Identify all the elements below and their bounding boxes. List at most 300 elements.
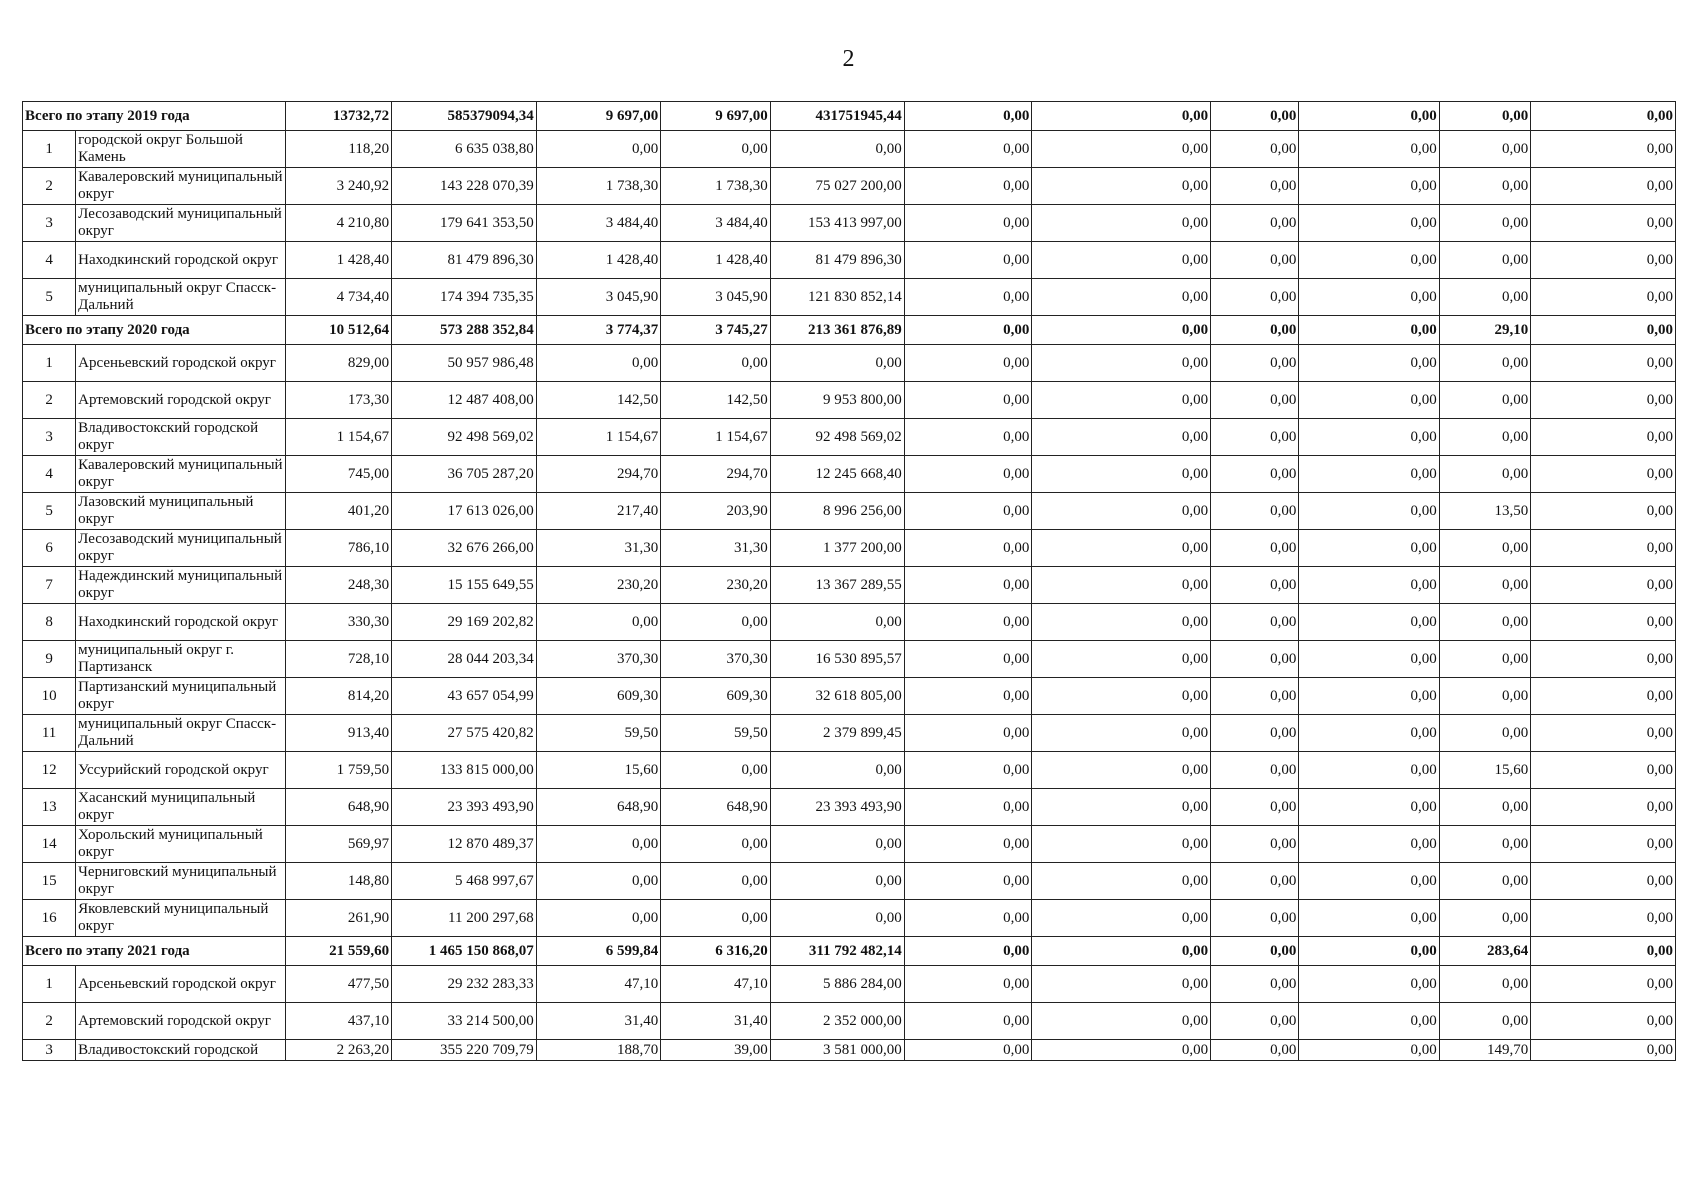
cell-value: 0,00: [904, 966, 1032, 1003]
cell-value: 0,00: [904, 382, 1032, 419]
cell-value: 149,70: [1439, 1040, 1530, 1061]
table-row: [23, 604, 1676, 641]
row-number: 13: [23, 789, 76, 826]
cell-value: 0,00: [1032, 567, 1211, 604]
cell-value: 0,00: [904, 456, 1032, 493]
stage-total-value: 3 745,27: [661, 316, 771, 345]
cell-value: 0,00: [1032, 752, 1211, 789]
cell-value: 0,00: [1211, 1040, 1299, 1061]
cell-value: 143 228 070,39: [392, 168, 537, 205]
cell-value: 0,00: [1531, 1003, 1676, 1040]
cell-value: 0,00: [1032, 456, 1211, 493]
cell-value: 0,00: [1531, 382, 1676, 419]
stage-total-value: 213 361 876,89: [770, 316, 904, 345]
cell-value: 0,00: [904, 863, 1032, 900]
cell-value: 0,00: [1531, 641, 1676, 678]
stage-total-value: 3 774,37: [536, 316, 660, 345]
municipality-name: Лесозаводский муниципальный округ: [76, 530, 286, 567]
cell-value: 648,90: [536, 789, 660, 826]
cell-value: 0,00: [1439, 567, 1530, 604]
stage-total-value: 585379094,34: [392, 102, 537, 131]
stage-total-value: 0,00: [1211, 102, 1299, 131]
cell-value: 2 352 000,00: [770, 1003, 904, 1040]
cell-value: 0,00: [1211, 205, 1299, 242]
table-row: [23, 567, 1676, 604]
cell-value: 401,20: [285, 493, 391, 530]
cell-value: 12 487 408,00: [392, 382, 537, 419]
cell-value: 0,00: [1032, 789, 1211, 826]
cell-value: 0,00: [1032, 678, 1211, 715]
cell-value: 75 027 200,00: [770, 168, 904, 205]
cell-value: 745,00: [285, 456, 391, 493]
cell-value: 0,00: [1032, 345, 1211, 382]
cell-value: 0,00: [904, 641, 1032, 678]
cell-value: 0,00: [1211, 419, 1299, 456]
cell-value: 0,00: [1211, 604, 1299, 641]
municipality-name: Артемовский городской округ: [76, 382, 286, 419]
cell-value: 0,00: [1299, 641, 1439, 678]
cell-value: 142,50: [661, 382, 771, 419]
cell-value: 0,00: [1439, 131, 1530, 168]
stage-total-value: 6 316,20: [661, 937, 771, 966]
cell-value: 0,00: [1032, 242, 1211, 279]
table-row: [23, 382, 1676, 419]
cell-value: 153 413 997,00: [770, 205, 904, 242]
cell-value: 609,30: [536, 678, 660, 715]
stage-total-value: 0,00: [1531, 102, 1676, 131]
cell-value: 0,00: [904, 242, 1032, 279]
stage-total-value: 0,00: [1299, 316, 1439, 345]
cell-value: 0,00: [904, 826, 1032, 863]
cell-value: 0,00: [1211, 279, 1299, 316]
cell-value: 0,00: [1439, 900, 1530, 937]
cell-value: 0,00: [1299, 789, 1439, 826]
cell-value: 0,00: [1531, 456, 1676, 493]
cell-value: 3 484,40: [536, 205, 660, 242]
cell-value: 0,00: [1032, 382, 1211, 419]
cell-value: 31,30: [661, 530, 771, 567]
cell-value: 330,30: [285, 604, 391, 641]
row-number: 14: [23, 826, 76, 863]
cell-value: 31,40: [536, 1003, 660, 1040]
cell-value: 294,70: [536, 456, 660, 493]
cell-value: 28 044 203,34: [392, 641, 537, 678]
cell-value: 0,00: [1531, 567, 1676, 604]
cell-value: 0,00: [1439, 826, 1530, 863]
cell-value: 36 705 287,20: [392, 456, 537, 493]
cell-value: 0,00: [1299, 456, 1439, 493]
row-number: 6: [23, 530, 76, 567]
table-row: [23, 641, 1676, 678]
row-number: 3: [23, 205, 76, 242]
cell-value: 230,20: [536, 567, 660, 604]
cell-value: 0,00: [1299, 382, 1439, 419]
cell-value: 0,00: [1211, 567, 1299, 604]
stage-total-value: 13732,72: [285, 102, 391, 131]
cell-value: 0,00: [1211, 168, 1299, 205]
cell-value: 43 657 054,99: [392, 678, 537, 715]
row-number: 2: [23, 382, 76, 419]
cell-value: 13,50: [1439, 493, 1530, 530]
cell-value: 0,00: [1531, 279, 1676, 316]
cell-value: 0,00: [904, 168, 1032, 205]
cell-value: 0,00: [1439, 242, 1530, 279]
municipality-name: Кавалеровский муниципальный округ: [76, 456, 286, 493]
cell-value: 0,00: [1299, 752, 1439, 789]
cell-value: 16 530 895,57: [770, 641, 904, 678]
cell-value: 370,30: [661, 641, 771, 678]
cell-value: 0,00: [1211, 456, 1299, 493]
cell-value: 188,70: [536, 1040, 660, 1061]
cell-value: 0,00: [1439, 789, 1530, 826]
cell-value: 2 379 899,45: [770, 715, 904, 752]
cell-value: 0,00: [1211, 530, 1299, 567]
municipality-name: Находкинский городской округ: [76, 242, 286, 279]
cell-value: 0,00: [1439, 1003, 1530, 1040]
cell-value: 59,50: [536, 715, 660, 752]
cell-value: 0,00: [1531, 345, 1676, 382]
cell-value: 0,00: [1032, 419, 1211, 456]
stage-total-value: 0,00: [904, 937, 1032, 966]
row-number: 2: [23, 168, 76, 205]
cell-value: 0,00: [1299, 826, 1439, 863]
cell-value: 0,00: [904, 419, 1032, 456]
cell-value: 1 154,67: [661, 419, 771, 456]
cell-value: 0,00: [1032, 1040, 1211, 1061]
cell-value: 11 200 297,68: [392, 900, 537, 937]
cell-value: 0,00: [1211, 641, 1299, 678]
stage-total-label: Всего по этапу 2020 года: [23, 316, 286, 345]
cell-value: 0,00: [1211, 900, 1299, 937]
cell-value: 0,00: [904, 1040, 1032, 1061]
cell-value: 0,00: [1531, 826, 1676, 863]
cell-value: 0,00: [1531, 419, 1676, 456]
cell-value: 0,00: [770, 131, 904, 168]
cell-value: 23 393 493,90: [392, 789, 537, 826]
cell-value: 0,00: [1531, 205, 1676, 242]
cell-value: 0,00: [1531, 530, 1676, 567]
cell-value: 32 618 805,00: [770, 678, 904, 715]
cell-value: 0,00: [1299, 1003, 1439, 1040]
cell-value: 0,00: [770, 826, 904, 863]
cell-value: 477,50: [285, 966, 391, 1003]
cell-value: 0,00: [770, 752, 904, 789]
cell-value: 0,00: [1211, 752, 1299, 789]
stage-total-value: 0,00: [1299, 937, 1439, 966]
cell-value: 1 154,67: [285, 419, 391, 456]
stage-total-value: 0,00: [1032, 102, 1211, 131]
table-row: [23, 826, 1676, 863]
municipality-name: Артемовский городской округ: [76, 1003, 286, 1040]
cell-value: 0,00: [904, 678, 1032, 715]
cell-value: 0,00: [1211, 678, 1299, 715]
cell-value: 1 154,67: [536, 419, 660, 456]
cell-value: 0,00: [661, 826, 771, 863]
stage-total-row: [23, 102, 1676, 131]
cell-value: 0,00: [1299, 1040, 1439, 1061]
stage-total-value: 311 792 482,14: [770, 937, 904, 966]
cell-value: 0,00: [1531, 493, 1676, 530]
cell-value: 0,00: [1032, 279, 1211, 316]
cell-value: 0,00: [1439, 168, 1530, 205]
cell-value: 0,00: [1531, 752, 1676, 789]
table-row: [23, 419, 1676, 456]
cell-value: 248,30: [285, 567, 391, 604]
cell-value: 0,00: [1439, 279, 1530, 316]
cell-value: 133 815 000,00: [392, 752, 537, 789]
stage-total-value: 0,00: [1299, 102, 1439, 131]
cell-value: 0,00: [1032, 530, 1211, 567]
cell-value: 0,00: [1439, 678, 1530, 715]
cell-value: 3 581 000,00: [770, 1040, 904, 1061]
row-number: 12: [23, 752, 76, 789]
cell-value: 29 232 283,33: [392, 966, 537, 1003]
cell-value: 0,00: [1439, 966, 1530, 1003]
stage-total-value: 0,00: [1032, 316, 1211, 345]
stage-total-value: 1 465 150 868,07: [392, 937, 537, 966]
cell-value: 0,00: [1211, 863, 1299, 900]
row-number: 5: [23, 493, 76, 530]
municipality-name: Владивостокский городской округ: [76, 419, 286, 456]
stage-total-value: 0,00: [904, 316, 1032, 345]
municipality-name: муниципальный округ Спасск-Дальний: [76, 279, 286, 316]
cell-value: 261,90: [285, 900, 391, 937]
municipality-name: Лесозаводский муниципальный округ: [76, 205, 286, 242]
table-row: [23, 966, 1676, 1003]
cell-value: 0,00: [770, 863, 904, 900]
row-number: 3: [23, 419, 76, 456]
cell-value: 0,00: [770, 604, 904, 641]
cell-value: 15 155 649,55: [392, 567, 537, 604]
cell-value: 370,30: [536, 641, 660, 678]
table-row: [23, 863, 1676, 900]
stage-total-value: 21 559,60: [285, 937, 391, 966]
cell-value: 0,00: [1211, 966, 1299, 1003]
cell-value: 0,00: [661, 900, 771, 937]
municipality-name: Надеждинский муниципальный округ: [76, 567, 286, 604]
cell-value: 0,00: [1211, 715, 1299, 752]
cell-value: 648,90: [285, 789, 391, 826]
cell-value: 121 830 852,14: [770, 279, 904, 316]
table-row: [23, 1003, 1676, 1040]
stage-total-value: 0,00: [904, 102, 1032, 131]
row-number: 2: [23, 1003, 76, 1040]
cell-value: 1 428,40: [536, 242, 660, 279]
cell-value: 142,50: [536, 382, 660, 419]
cell-value: 47,10: [536, 966, 660, 1003]
cell-value: 0,00: [1299, 863, 1439, 900]
cell-value: 0,00: [1211, 1003, 1299, 1040]
cell-value: 648,90: [661, 789, 771, 826]
cell-value: 0,00: [536, 863, 660, 900]
cell-value: 0,00: [904, 131, 1032, 168]
cell-value: 0,00: [1439, 456, 1530, 493]
table-row: [23, 279, 1676, 316]
cell-value: 0,00: [661, 863, 771, 900]
cell-value: 1 738,30: [661, 168, 771, 205]
row-number: 7: [23, 567, 76, 604]
cell-value: 148,80: [285, 863, 391, 900]
table-row: [23, 789, 1676, 826]
cell-value: 0,00: [536, 345, 660, 382]
cell-value: 0,00: [1439, 345, 1530, 382]
cell-value: 27 575 420,82: [392, 715, 537, 752]
cell-value: 0,00: [1439, 641, 1530, 678]
cell-value: 1 738,30: [536, 168, 660, 205]
cell-value: 0,00: [1439, 604, 1530, 641]
cell-value: 3 484,40: [661, 205, 771, 242]
cell-value: 0,00: [1211, 826, 1299, 863]
cell-value: 17 613 026,00: [392, 493, 537, 530]
row-number: 4: [23, 242, 76, 279]
table-row: [23, 131, 1676, 168]
stage-total-value: 0,00: [1531, 316, 1676, 345]
cell-value: 0,00: [1211, 131, 1299, 168]
municipality-name: Арсеньевский городской округ: [76, 966, 286, 1003]
cell-value: 0,00: [1439, 205, 1530, 242]
cell-value: 217,40: [536, 493, 660, 530]
table-row: [23, 678, 1676, 715]
cell-value: 0,00: [904, 279, 1032, 316]
cell-value: 0,00: [1299, 678, 1439, 715]
stage-total-value: 0,00: [1211, 937, 1299, 966]
cell-value: 0,00: [1439, 715, 1530, 752]
cell-value: 0,00: [661, 131, 771, 168]
table-row: [23, 205, 1676, 242]
cell-value: 0,00: [1211, 493, 1299, 530]
cell-value: 0,00: [1439, 382, 1530, 419]
municipality-name: Владивостокский городской: [76, 1040, 286, 1061]
municipality-name: Арсеньевский городской округ: [76, 345, 286, 382]
stage-total-value: 283,64: [1439, 937, 1530, 966]
row-number: 11: [23, 715, 76, 752]
cell-value: 203,90: [661, 493, 771, 530]
cell-value: 437,10: [285, 1003, 391, 1040]
cell-value: 0,00: [1531, 715, 1676, 752]
table-row: [23, 168, 1676, 205]
cell-value: 0,00: [1299, 530, 1439, 567]
municipality-name: муниципальный округ г. Партизанск: [76, 641, 286, 678]
cell-value: 6 635 038,80: [392, 131, 537, 168]
cell-value: 81 479 896,30: [392, 242, 537, 279]
cell-value: 15,60: [536, 752, 660, 789]
municipality-name: Яковлевский муниципальный округ: [76, 900, 286, 937]
cell-value: 12 870 489,37: [392, 826, 537, 863]
cell-value: 0,00: [1211, 242, 1299, 279]
stage-total-value: 9 697,00: [661, 102, 771, 131]
row-number: 5: [23, 279, 76, 316]
cell-value: 0,00: [1032, 604, 1211, 641]
stage-total-value: 6 599,84: [536, 937, 660, 966]
cell-value: 0,00: [536, 604, 660, 641]
cell-value: 814,20: [285, 678, 391, 715]
cell-value: 0,00: [536, 131, 660, 168]
cell-value: 0,00: [1032, 863, 1211, 900]
data-table: [22, 101, 1676, 1061]
stage-total-value: 431751945,44: [770, 102, 904, 131]
cell-value: 609,30: [661, 678, 771, 715]
cell-value: 4 210,80: [285, 205, 391, 242]
cell-value: 12 245 668,40: [770, 456, 904, 493]
table-row: [23, 900, 1676, 937]
row-number: 8: [23, 604, 76, 641]
cell-value: 0,00: [1032, 131, 1211, 168]
cell-value: 0,00: [661, 604, 771, 641]
page-number: 2: [842, 46, 855, 72]
table-body: [23, 102, 1676, 1061]
cell-value: 9 953 800,00: [770, 382, 904, 419]
stage-total-value: 573 288 352,84: [392, 316, 537, 345]
cell-value: 0,00: [1531, 1040, 1676, 1061]
municipality-name: муниципальный округ Спасск-Дальний: [76, 715, 286, 752]
cell-value: 0,00: [904, 752, 1032, 789]
cell-value: 0,00: [1032, 1003, 1211, 1040]
cell-value: 0,00: [904, 789, 1032, 826]
table-row: [23, 530, 1676, 567]
row-number: 10: [23, 678, 76, 715]
cell-value: 92 498 569,02: [392, 419, 537, 456]
cell-value: 5 886 284,00: [770, 966, 904, 1003]
cell-value: 1 377 200,00: [770, 530, 904, 567]
cell-value: 728,10: [285, 641, 391, 678]
cell-value: 0,00: [1299, 567, 1439, 604]
table-row: [23, 715, 1676, 752]
cell-value: 0,00: [1531, 863, 1676, 900]
cell-value: 1 428,40: [285, 242, 391, 279]
cell-value: 0,00: [904, 1003, 1032, 1040]
cell-value: 15,60: [1439, 752, 1530, 789]
cell-value: 32 676 266,00: [392, 530, 537, 567]
cell-value: 0,00: [1531, 789, 1676, 826]
cell-value: 0,00: [1531, 131, 1676, 168]
cell-value: 1 428,40: [661, 242, 771, 279]
cell-value: 0,00: [1439, 419, 1530, 456]
cell-value: 4 734,40: [285, 279, 391, 316]
cell-value: 355 220 709,79: [392, 1040, 537, 1061]
cell-value: 0,00: [1032, 641, 1211, 678]
cell-value: 0,00: [1439, 863, 1530, 900]
table-row: [23, 1040, 1676, 1061]
municipality-name: городской округ Большой Камень: [76, 131, 286, 168]
cell-value: 0,00: [770, 900, 904, 937]
table-row: [23, 456, 1676, 493]
cell-value: 29 169 202,82: [392, 604, 537, 641]
cell-value: 0,00: [904, 205, 1032, 242]
cell-value: 0,00: [661, 752, 771, 789]
cell-value: 0,00: [1299, 900, 1439, 937]
cell-value: 3 240,92: [285, 168, 391, 205]
row-number: 9: [23, 641, 76, 678]
cell-value: 0,00: [1299, 168, 1439, 205]
cell-value: 31,30: [536, 530, 660, 567]
table-row: [23, 493, 1676, 530]
cell-value: 174 394 735,35: [392, 279, 537, 316]
row-number: 3: [23, 1040, 76, 1061]
cell-value: 0,00: [1531, 242, 1676, 279]
cell-value: 0,00: [1032, 966, 1211, 1003]
stage-total-label: Всего по этапу 2021 года: [23, 937, 286, 966]
municipality-name: Партизанский муниципальный округ: [76, 678, 286, 715]
cell-value: 0,00: [1299, 131, 1439, 168]
municipality-name: Уссурийский городской округ: [76, 752, 286, 789]
cell-value: 0,00: [1211, 345, 1299, 382]
stage-total-row: [23, 937, 1676, 966]
stage-total-value: 10 512,64: [285, 316, 391, 345]
cell-value: 0,00: [661, 345, 771, 382]
row-number: 1: [23, 131, 76, 168]
cell-value: 0,00: [904, 493, 1032, 530]
cell-value: 0,00: [904, 567, 1032, 604]
